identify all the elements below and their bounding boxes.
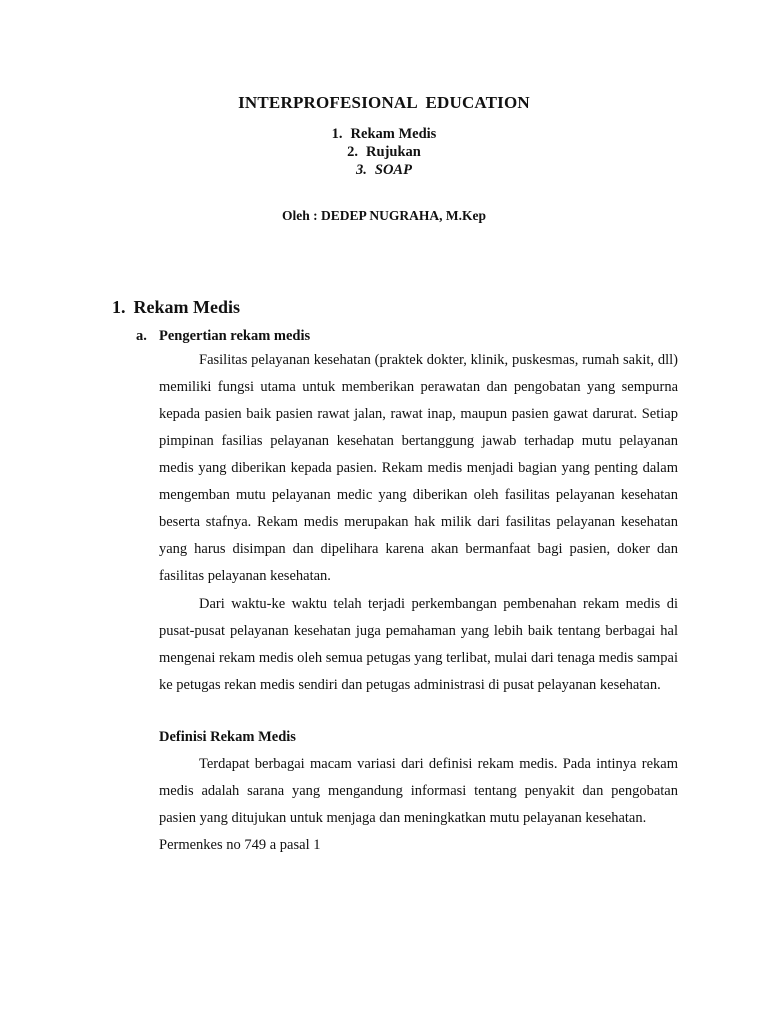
toc-item-label: Rekam Medis bbox=[350, 126, 437, 142]
subsection-title: Pengertian rekam medis bbox=[159, 328, 311, 344]
toc-item-label: Rujukan bbox=[366, 144, 421, 160]
subsection-heading bbox=[136, 328, 310, 345]
author-line: Oleh : DEDEP NUGRAHA, M.Kep bbox=[282, 208, 486, 223]
toc-item-soap bbox=[0, 161, 768, 179]
toc-item-label: SOAP bbox=[374, 162, 412, 178]
definition-paragraph: Terdapat berbagai macam variasi dari definisi rekam medis. Pada intinya rekam medis adalah sarana yang mengandung informasi tentang penyakit dan pengobatan pasien yang ditujukan untuk menjaga dan meningkatkan mutu pelayanan kesehatan. bbox=[159, 756, 678, 826]
paragraph-text: Dari waktu-ke waktu telah terjadi perkembangan pembenahan rekam medis di pusat-pusat pelayanan kesehatan juga pemahaman yang lebih baik tentang berbagai hal mengenai rekam medis oleh semua petugas yang terlibat, mulai dari tenaga medis sampai ke petugas rekan medis sendiri dan petugas administrasi di pusat pelayanan kesehatan. bbox=[159, 596, 679, 693]
body-paragraph bbox=[159, 591, 678, 699]
toc-item-rekam-medis bbox=[0, 125, 768, 143]
document-title: INTERPROFESIONAL EDUCATION bbox=[238, 93, 530, 112]
section-title: Rekam Medis bbox=[133, 297, 240, 317]
toc-item-number: 1. bbox=[331, 126, 343, 142]
toc-item-rujukan bbox=[0, 143, 768, 161]
section-number: 1. bbox=[112, 297, 126, 317]
definition-heading: Definisi Rekam Medis bbox=[159, 729, 296, 745]
toc-item-number: 3. bbox=[356, 162, 367, 178]
toc-item-number: 2. bbox=[347, 144, 359, 160]
paragraph-text: Fasilitas pelayanan kesehatan (praktek dokter, klinik, puskesmas, rumah sakit, dll) memiliki fungsi utama untuk memberikan perawatan dan pengobatan yang sempurna kepada pasien baik pasien rawat jalan, rawat inap, maupun pasien gawat darurat. Setiap pimpinan fasilias pelayanan kesehatan bertanggung jawab terhadap mutu pelayanan medis yang diberikan kepada pasien. Rekam medis menjadi bagian yang penting dalam mengemban mutu pelayanan medic yang diberikan oleh fasilitas pelayanan kesehatan beserta stafnya. Rekam medis merupakan hak milik dari fasilitas pelayanan kesehatan yang harus disimpan dan dipelihara karena akan bermanfaat bagi pasien, doker dan fasilitas pelayanan kesehatan. bbox=[159, 352, 678, 584]
table-of-contents bbox=[0, 125, 768, 179]
body-paragraph bbox=[159, 347, 678, 590]
definition-block bbox=[159, 751, 678, 859]
subsection-letter: a. bbox=[136, 328, 147, 344]
definition-source: Permenkes no 749 a pasal 1 bbox=[159, 837, 321, 853]
section-heading bbox=[112, 297, 240, 318]
